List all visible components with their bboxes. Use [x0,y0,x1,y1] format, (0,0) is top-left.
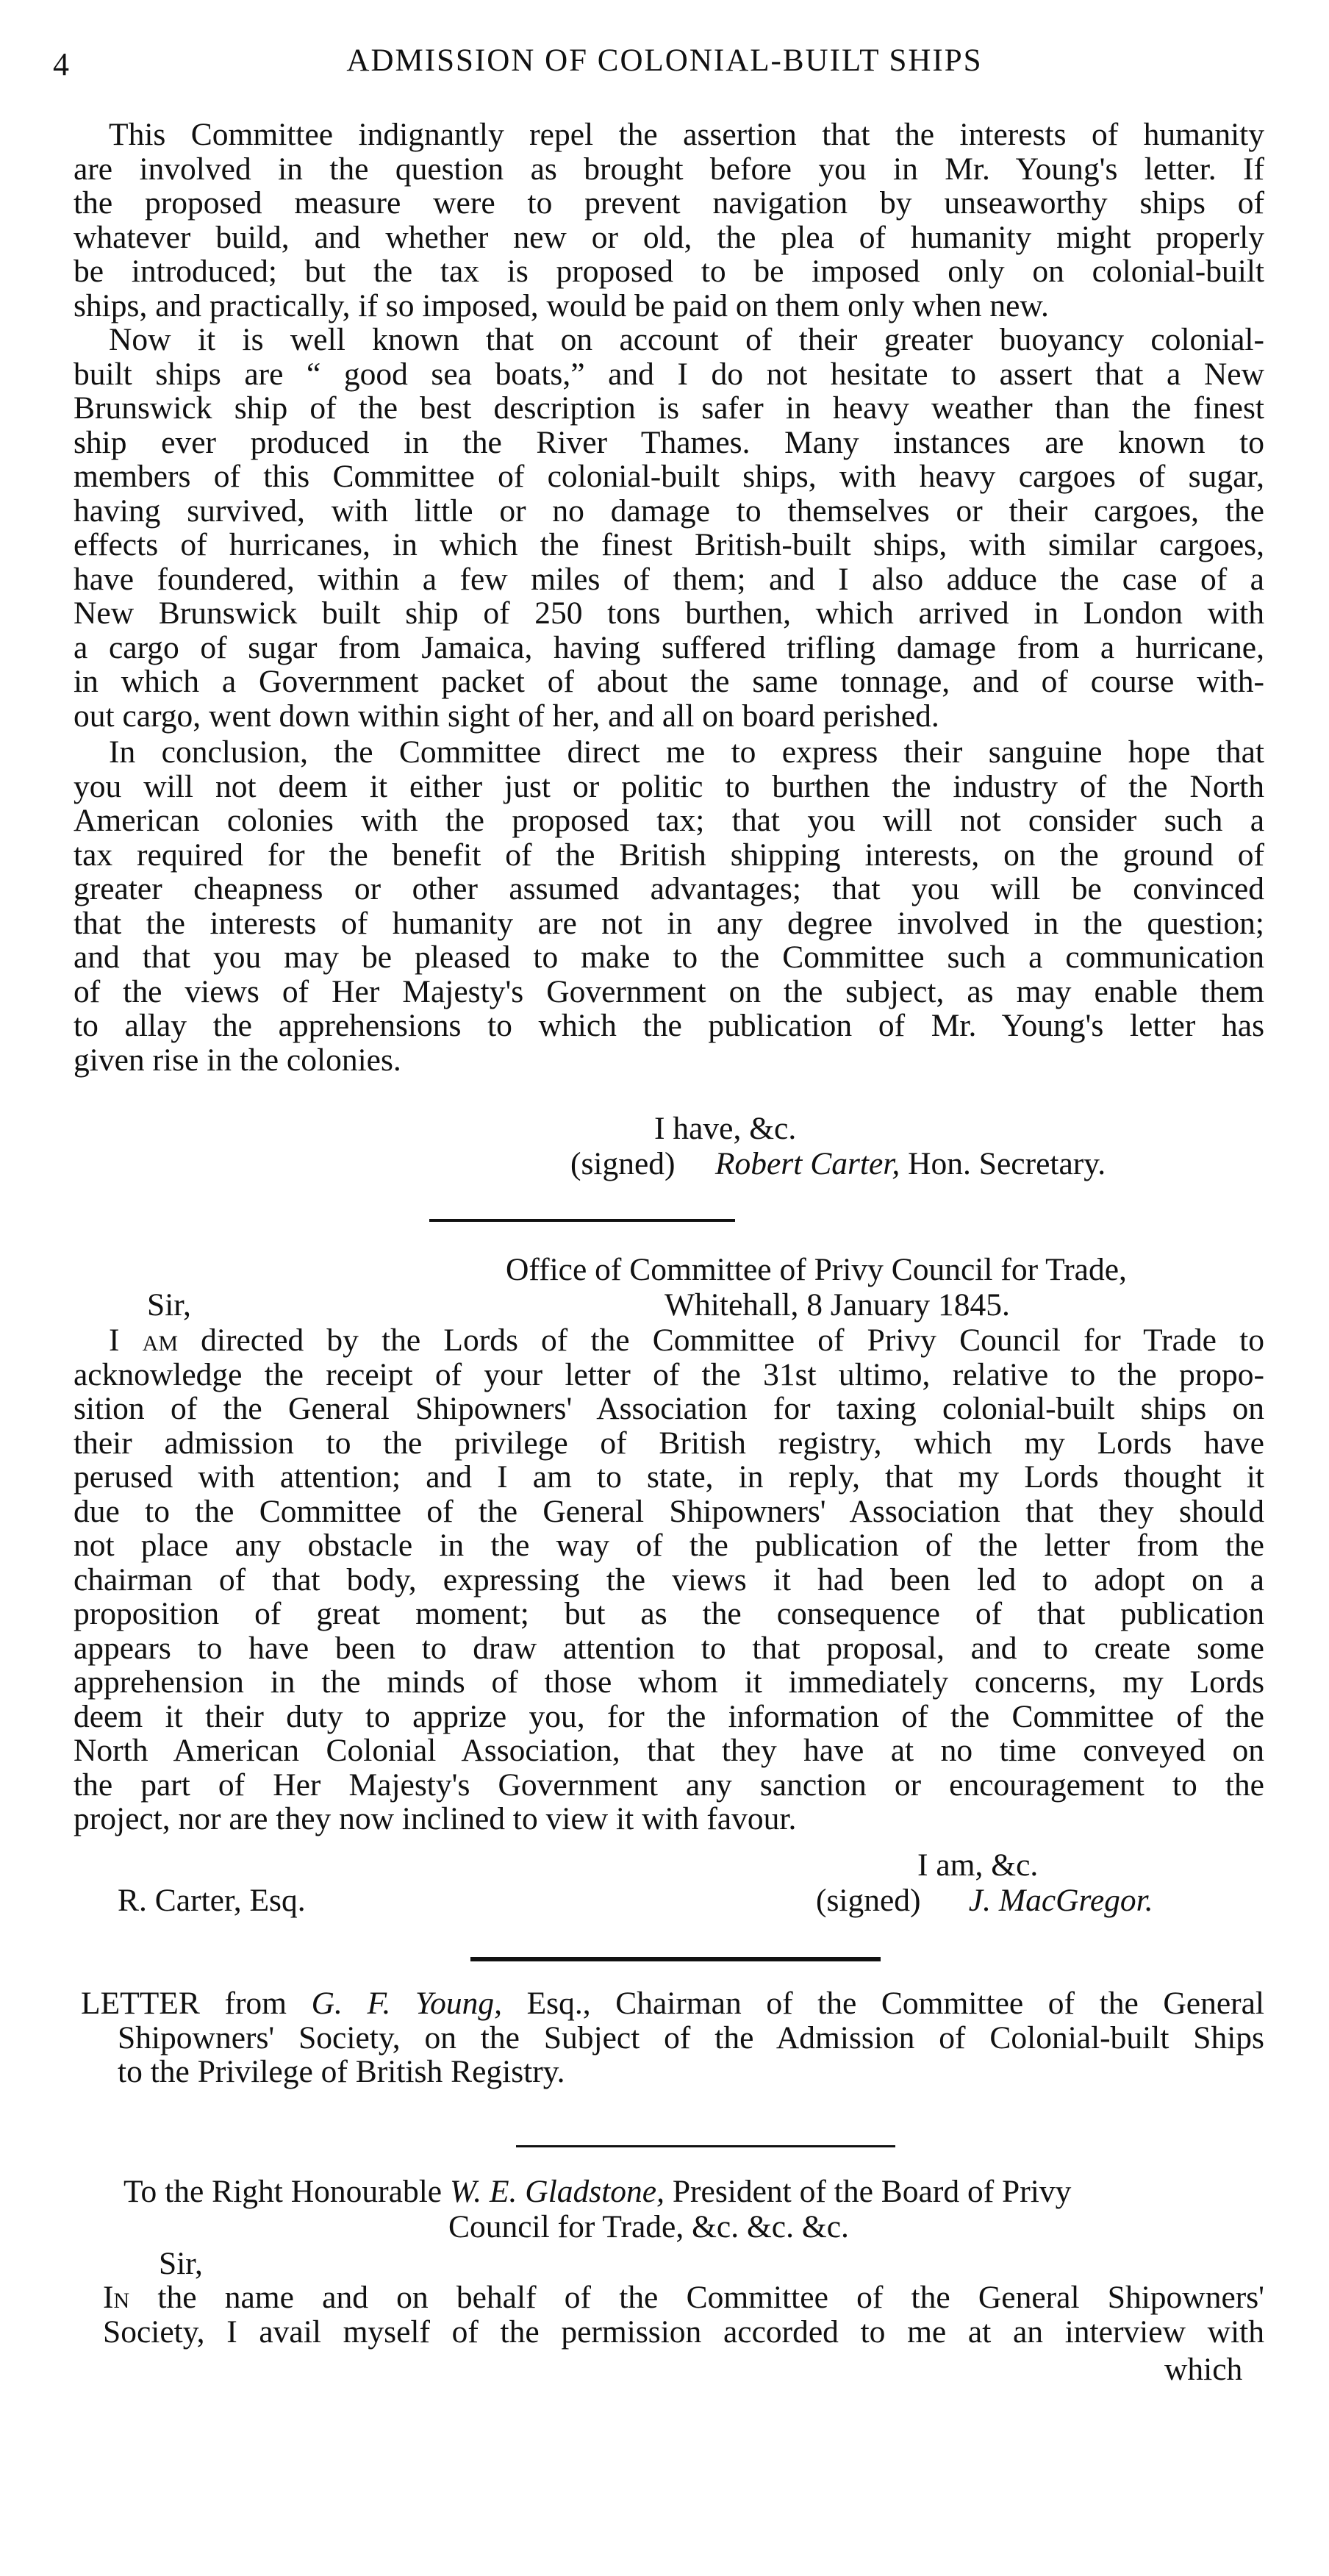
paragraph-humanity [74,118,1264,323]
text-line: due to the Committee of the General Shipowners' Association that they should [74,1493,1264,1529]
signed-label: (signed) [570,1146,676,1181]
text-line: This Committee indignantly repel the assertion that the interests of humanity [109,117,1264,152]
addressee-name: W. E. Gladstone, [449,2174,664,2209]
text-line: built ships are “ good sea boats,” and I do not hesitate to assert that a New [74,356,1264,392]
text-line: the proposed measure were to prevent navigation by unseaworthy ships of [74,185,1264,221]
signature-block [816,1882,1153,1919]
text-line: greater cheapness or other assumed advantages; that you will be convinced [74,871,1264,906]
text-line: ships, and practically, if so imposed, would be paid on them only when new. [74,287,1049,323]
text-line: to the Privilege of British Registry. [118,2054,565,2089]
text-run: Esq., Chairman of the Committee of the General [526,1986,1265,2021]
closing-formula: I am, &c. [917,1847,1039,1883]
opening-word: I am [109,1323,178,1358]
addressee-lead: To the Right Honourable [123,2174,443,2209]
text-line: have foundered, within a few miles of them; and I also adduce the case of a [74,561,1264,597]
text-line: not place any obstacle in the way of the publication of the letter from the [74,1528,1264,1563]
addressee: R. Carter, Esq. [118,1883,306,1918]
text-line: out cargo, went down within sight of her, and all on board perished. [74,698,939,734]
text-line: the part of Her Majesty's Government any sanction or encouragement to the [74,1767,1264,1803]
letter-body [74,2280,1264,2349]
text-line: a cargo of sugar from Jamaica, having suffered trifling damage from a hurricane, [74,629,1264,665]
signatory-title: Hon. Secretary. [908,1146,1106,1181]
text-line: to allay the apprehensions to which the publication of Mr. Young's letter has [74,1008,1264,1043]
page-number: 4 [53,46,69,82]
text-line: that the interests of humanity are not in any degree involved in the question; [74,905,1264,941]
salutation: Sir, [147,1287,191,1323]
paragraph-conclusion [74,735,1264,1077]
text-line: of the views of Her Majesty's Government on the subject, as may enable them [74,973,1264,1009]
text-line: chairman of that body, expressing the views it had been led to adopt on a [74,1561,1264,1598]
text-line [74,2280,1264,2315]
text-line: and that you may be pleased to make to the Committee such a communication [74,940,1264,975]
letter-heading [81,1986,1264,2089]
text-line: having survived, with little or no damage to themselves or their cargoes, the [74,493,1264,529]
text-run: the name and on behalf of the Committee of the General Shipowners' [157,2280,1265,2315]
text-line: are involved in the question as brought before you in Mr. Young's letter. If [74,151,1264,187]
text-line: be introduced; but the tax is proposed to be imposed only on colonial-built [74,254,1264,289]
addressee-line-2: Council for Trade, &c. &c. &c. [448,2209,849,2244]
signatory-name: J. MacGregor. [968,1883,1153,1918]
text-line: New Brunswick built ship of 250 tons burthen, which arrived in London with [74,595,1264,631]
addressee-title: President of the Board of Privy [672,2174,1072,2209]
text-line: deem it their duty to apprize you, for the information of the Committee of the [74,1698,1264,1734]
text-line [81,1986,1264,2021]
opening-word: In [103,2280,130,2315]
text-line: given rise in the colonies. [74,1042,401,1078]
text-line: Now it is well known that on account of their greater buoyancy colonial- [109,322,1264,357]
paragraph-sea-boats [74,323,1264,733]
heading-name: G. F. Young, [311,1986,503,2021]
text-line: perused with attention; and I am to state, in reply, that my Lords thought it [74,1459,1264,1495]
text-line: In conclusion, the Committee direct me to express their sanguine hope that [109,734,1264,770]
text-line: apprehension in the minds of those whom it immediately concerns, my Lords [74,1664,1264,1700]
heading-lead: LETTER from [81,1986,287,2021]
text-line: North American Colonial Association, that they have at no time conveyed on [74,1733,1264,1768]
text-line: project, nor are they now inclined to view it with favour. [74,1801,797,1836]
section-divider [470,1957,881,1961]
letter-body [74,1323,1264,1836]
text-line: in which a Government packet of about the same tonnage, and of course with- [74,664,1264,699]
text-line: tax required for the benefit of the British shipping interests, on the ground of [74,837,1264,873]
text-line: members of this Committee of colonial-built ships, with heavy cargoes of sugar, [74,459,1264,494]
letter-place-date: Whitehall, 8 January 1845. [664,1287,1010,1323]
section-divider [516,2145,895,2147]
text-line: Society, I avail myself of the permission accorded to me at an interview with [103,2314,1264,2350]
text-line: Shipowners' Society, on the Subject of the Admission of Colonial-built Ships [118,2019,1264,2056]
signature-block [570,1145,1106,1182]
signed-label: (signed) [816,1883,921,1918]
addressee-line [123,2173,1071,2210]
catchword: which [1164,2352,1243,2387]
text-line: acknowledge the receipt of your letter of the 31st ultimo, relative to the propo- [74,1356,1264,1392]
text-line: effects of hurricanes, in which the finest British-built ships, with similar cargoes, [74,527,1264,562]
closing-formula: I have, &c. [654,1111,797,1146]
running-head: ADMISSION OF COLONIAL-BUILT SHIPS [346,43,983,78]
section-divider [429,1219,735,1222]
text-line: sition of the General Shipowners' Association for taxing colonial-built ships on [74,1391,1264,1426]
text-line: you will not deem it either just or politic to burthen the industry of the North [74,768,1264,804]
text-line: appears to have been to draw attention to that proposal, and to create some [74,1630,1264,1666]
signatory-name: Robert Carter, [714,1146,900,1181]
text-line: whatever build, and whether new or old, the plea of humanity might properly [74,219,1264,255]
text-line: ship ever produced in the River Thames. Many instances are known to [74,424,1264,460]
text-line: proposition of great moment; but as the consequence of that publication [74,1596,1264,1631]
text-line: their admission to the privilege of British registry, which my Lords have [74,1425,1264,1461]
text-line: Brunswick ship of the best description is safer in heavy weather than the finest [74,390,1264,426]
salutation: Sir, [159,2246,203,2281]
letter-office: Office of Committee of Privy Council for Trade, [506,1252,1127,1287]
text-run: directed by the Lords of the Committee of Privy Council for Trade to [201,1323,1264,1358]
text-line: American colonies with the proposed tax; that you will not consider such a [74,803,1264,838]
text-line [74,1323,1264,1358]
